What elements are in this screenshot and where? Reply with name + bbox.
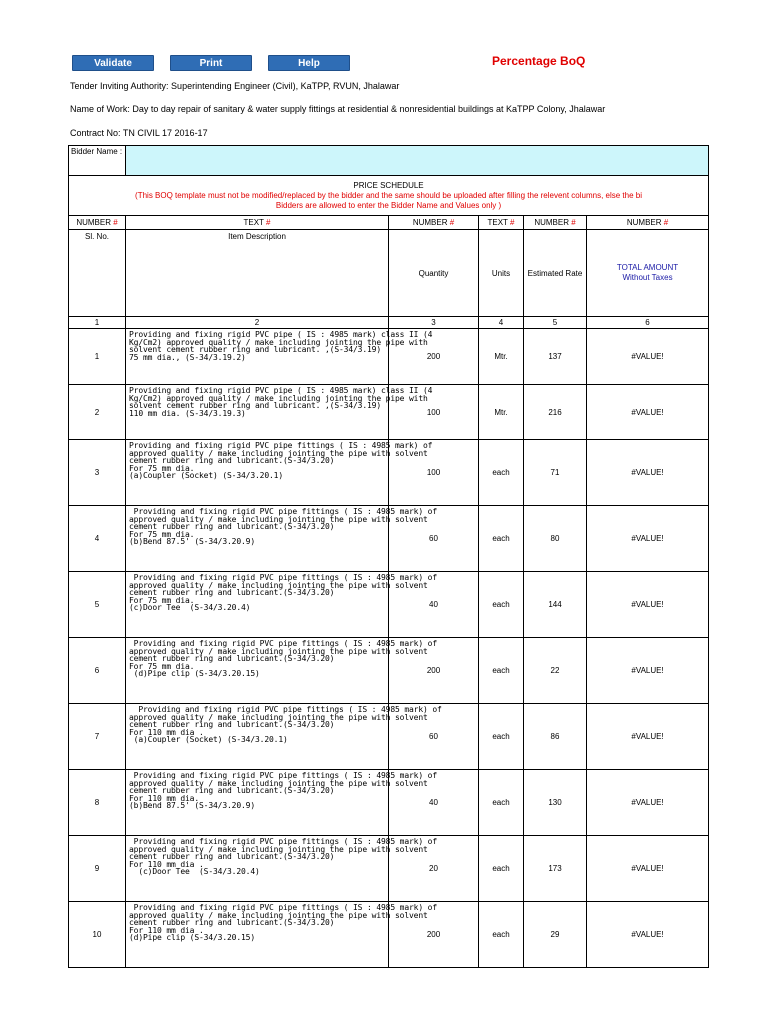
description-line: cement rubber ring and lubricant.(S-34/3.20) <box>129 918 335 928</box>
type-label: TEXT <box>487 218 511 227</box>
type-hash: # <box>571 218 576 227</box>
description-line: Providing and fixing rigid PVC pipe fittings ( IS : 4985 mark) of <box>129 903 437 912</box>
description-line: solvent cement rubber ring and lubricant. ,(S-34/3.19) <box>129 401 381 411</box>
estimated-rate-cell: 173 <box>524 836 587 902</box>
description-line: (a)Coupler (Socket) (S-34/3.20.1) <box>129 471 283 481</box>
item-description-cell <box>126 329 433 385</box>
boq-table <box>68 145 709 968</box>
price-schedule-note-1: (This BOQ template must not be modified/replaced by the bidder and the same should be uploaded after filling the relevent columns, else the bi <box>135 190 643 200</box>
type-hash: # <box>663 218 669 227</box>
print-button[interactable]: Print <box>170 55 252 71</box>
quantity-header: Quantity <box>389 230 479 317</box>
column-number: 4 <box>479 317 524 329</box>
tender-authority: Tender Inviting Authority: Superintending Engineer (Civil), KaTPP, RVUN, Jhalawar <box>70 81 400 91</box>
type-row <box>69 216 709 230</box>
column-number: 1 <box>69 317 126 329</box>
column-number: 3 <box>389 317 479 329</box>
estimated-rate-cell: 71 <box>524 440 587 506</box>
description-line: approved quality / make including jointing the pipe with solvent <box>129 712 428 722</box>
description-line: approved quality / make including jointing the pipe with solvent <box>129 448 428 458</box>
description-line: (c)Door Tee (S-34/3.20.4) <box>129 603 251 613</box>
quantity-cell: 60 <box>389 506 479 572</box>
name-of-work: Name of Work: Day to day repair of sanitary & water supply fittings at residential & nonresidential buildings at KaTPP Colony, Jhalawar <box>70 104 606 114</box>
type-label: NUMBER <box>76 218 114 227</box>
sl-no-header: Sl. No. <box>69 230 126 317</box>
quantity-cell: 60 <box>389 704 479 770</box>
description-line: For 110 mm dia. <box>129 793 199 803</box>
table-row <box>69 440 709 506</box>
total-amount-cell: #VALUE! <box>587 902 709 968</box>
description-line: For 110 mm dia . <box>129 727 204 737</box>
description-line: (c)Door Tee (S-34/3.20.4) <box>129 867 260 877</box>
description-line: 110 mm dia. (S-34/3.19.3) <box>129 408 246 418</box>
description-line: Providing and fixing rigid PVC pipe ( IS : 4985 mark) class II (4 <box>129 386 433 395</box>
description-line: cement rubber ring and lubricant.(S-34/3.20) <box>129 852 335 862</box>
description-line: For 110 mm dia . <box>129 925 204 935</box>
type-label: TEXT <box>243 218 267 227</box>
estimated-rate-cell: 144 <box>524 572 587 638</box>
price-schedule-title: PRICE SCHEDULE <box>353 180 424 190</box>
column-number: 6 <box>587 317 709 329</box>
description-line: (b)Bend 87.5' (S-34/3.20.9) <box>129 537 255 547</box>
description-line: approved quality / make including jointing the pipe with solvent <box>129 910 428 920</box>
estimated-rate-cell: 216 <box>524 385 587 440</box>
type-cell <box>479 216 524 230</box>
total-amount-cell: #VALUE! <box>587 704 709 770</box>
quantity-cell: 40 <box>389 572 479 638</box>
without-taxes-label: Without Taxes <box>622 273 673 282</box>
table-row <box>69 836 709 902</box>
units-cell: Mtr. <box>479 385 524 440</box>
description-line: cement rubber ring and lubricant.(S-34/3.20) <box>129 720 335 730</box>
estimated-rate-cell: 86 <box>524 704 587 770</box>
type-cell <box>524 216 587 230</box>
estimated-rate-cell: 29 <box>524 902 587 968</box>
description-line: approved quality / make including jointing the pipe with solvent <box>129 778 428 788</box>
type-label: NUMBER <box>534 218 572 227</box>
description-line: For 75 mm dia. <box>129 529 195 539</box>
description-line: approved quality / make including jointing the pipe with solvent <box>129 844 428 854</box>
type-cell <box>587 216 709 230</box>
units-cell: each <box>479 902 524 968</box>
bidder-name-input[interactable] <box>126 146 709 176</box>
total-amount-cell: #VALUE! <box>587 638 709 704</box>
description-line: cement rubber ring and lubricant.(S-34/3.20) <box>129 522 335 532</box>
total-amount-cell: #VALUE! <box>587 329 709 385</box>
column-number: 2 <box>126 317 389 329</box>
item-description-header: Item Description <box>126 230 389 317</box>
description-line: Kg/Cm2) approved quality / make including jointing the pipe with <box>129 337 428 347</box>
description-line: solvent cement rubber ring and lubricant. ,(S-34/3.19) <box>129 345 381 355</box>
description-line: approved quality / make including jointing the pipe with solvent <box>129 646 428 656</box>
type-cell <box>69 216 126 230</box>
table-row <box>69 704 709 770</box>
description-line: approved quality / make including jointing the pipe with solvent <box>129 514 428 524</box>
estimated-rate-header: Estimated Rate <box>524 230 587 317</box>
quantity-cell: 20 <box>389 836 479 902</box>
description-line: For 75 mm dia. <box>129 595 195 605</box>
description-line: cement rubber ring and lubricant.(S-34/3.20) <box>129 588 335 598</box>
total-amount-header <box>587 230 709 317</box>
description-line: Kg/Cm2) approved quality / make including jointing the pipe with <box>129 393 428 403</box>
item-description-cell <box>126 385 433 440</box>
type-hash: # <box>510 218 515 227</box>
description-line: (b)Bend 87.5' (S-34/3.20.9) <box>129 801 255 811</box>
description-line: 75 mm dia., (S-34/3.19.2) <box>129 352 246 362</box>
price-schedule-note-2: Bidders are allowed to enter the Bidder Name and Values only ) <box>275 200 502 210</box>
total-amount-cell: #VALUE! <box>587 572 709 638</box>
total-amount-cell: #VALUE! <box>587 440 709 506</box>
page-title: Percentage BoQ <box>492 54 586 68</box>
sl-no-cell: 1 <box>69 329 126 385</box>
total-amount-label: TOTAL AMOUNT <box>616 263 679 272</box>
description-line: For 75 mm dia. <box>129 661 195 671</box>
type-hash: # <box>266 218 271 227</box>
item-description-cell <box>126 836 437 902</box>
description-line: Providing and fixing rigid PVC pipe ( IS : 4985 mark) class II (4 <box>129 330 433 339</box>
estimated-rate-cell: 130 <box>524 770 587 836</box>
type-hash: # <box>113 218 118 227</box>
description-line: cement rubber ring and lubricant.(S-34/3.20) <box>129 654 335 664</box>
sl-no-cell: 6 <box>69 638 126 704</box>
table-row <box>69 506 709 572</box>
description-line: Providing and fixing rigid PVC pipe fittings ( IS : 4985 mark) of <box>129 507 437 516</box>
quantity-cell: 100 <box>389 385 479 440</box>
description-line: cement rubber ring and lubricant.(S-34/3.20) <box>129 456 335 466</box>
type-label: NUMBER <box>626 218 664 227</box>
description-line: Providing and fixing rigid PVC pipe fittings ( IS : 4985 mark) of <box>129 441 433 450</box>
units-cell: each <box>479 572 524 638</box>
units-cell: each <box>479 638 524 704</box>
quantity-cell: 100 <box>389 440 479 506</box>
estimated-rate-cell: 80 <box>524 506 587 572</box>
help-button[interactable]: Help <box>268 55 350 71</box>
header-row <box>69 230 709 317</box>
item-description-cell <box>126 440 433 506</box>
price-schedule <box>69 176 709 216</box>
description-line: Providing and fixing rigid PVC pipe fittings ( IS : 4985 mark) of <box>129 771 437 780</box>
description-line: Providing and fixing rigid PVC pipe fittings ( IS : 4985 mark) of <box>129 837 437 846</box>
total-amount-cell: #VALUE! <box>587 506 709 572</box>
units-cell: each <box>479 770 524 836</box>
description-line: (a)Coupler (Socket) (S-34/3.20.1) <box>129 735 288 745</box>
description-line: (d)Pipe clip (S-34/3.20.15) <box>129 669 260 679</box>
units-cell: each <box>479 440 524 506</box>
total-amount-cell: #VALUE! <box>587 385 709 440</box>
description-line: For 75 mm dia. <box>129 463 195 473</box>
column-number-row <box>69 317 709 329</box>
units-cell: Mtr. <box>479 329 524 385</box>
description-line: Providing and fixing rigid PVC pipe fittings ( IS : 4985 mark) of <box>129 705 442 714</box>
quantity-cell: 40 <box>389 770 479 836</box>
sl-no-cell: 5 <box>69 572 126 638</box>
sl-no-cell: 2 <box>69 385 126 440</box>
table-row <box>69 385 709 440</box>
total-amount-cell: #VALUE! <box>587 836 709 902</box>
units-cell: each <box>479 836 524 902</box>
type-cell <box>389 216 479 230</box>
total-amount-cell: #VALUE! <box>587 770 709 836</box>
bidder-name-label: Bidder Name : <box>69 146 126 176</box>
description-line: Providing and fixing rigid PVC pipe fittings ( IS : 4985 mark) of <box>129 573 437 582</box>
table-row <box>69 572 709 638</box>
description-line: approved quality / make including jointing the pipe with solvent <box>129 580 428 590</box>
units-cell: each <box>479 704 524 770</box>
validate-button[interactable]: Validate <box>72 55 154 71</box>
table-row <box>69 902 709 968</box>
sl-no-cell: 8 <box>69 770 126 836</box>
table-row <box>69 770 709 836</box>
quantity-cell: 200 <box>389 638 479 704</box>
estimated-rate-cell: 22 <box>524 638 587 704</box>
table-row <box>69 638 709 704</box>
table-row <box>69 329 709 385</box>
quantity-cell: 200 <box>389 902 479 968</box>
column-number: 5 <box>524 317 587 329</box>
quantity-cell: 200 <box>389 329 479 385</box>
contract-number: Contract No: TN CIVIL 17 2016-17 <box>70 128 208 138</box>
sl-no-cell: 9 <box>69 836 126 902</box>
description-line: cement rubber ring and lubricant.(S-34/3.20) <box>129 786 335 796</box>
units-header: Units <box>479 230 524 317</box>
sl-no-cell: 10 <box>69 902 126 968</box>
sl-no-cell: 4 <box>69 506 126 572</box>
type-hash: # <box>449 218 455 227</box>
sl-no-cell: 7 <box>69 704 126 770</box>
description-line: Providing and fixing rigid PVC pipe fittings ( IS : 4985 mark) of <box>129 639 437 648</box>
type-label: NUMBER <box>412 218 450 227</box>
sl-no-cell: 3 <box>69 440 126 506</box>
estimated-rate-cell: 137 <box>524 329 587 385</box>
units-cell: each <box>479 506 524 572</box>
type-cell <box>126 216 389 230</box>
description-line: For 110 mm dia . <box>129 859 204 869</box>
description-line: (d)Pipe clip (S-34/3.20.15) <box>129 933 255 943</box>
